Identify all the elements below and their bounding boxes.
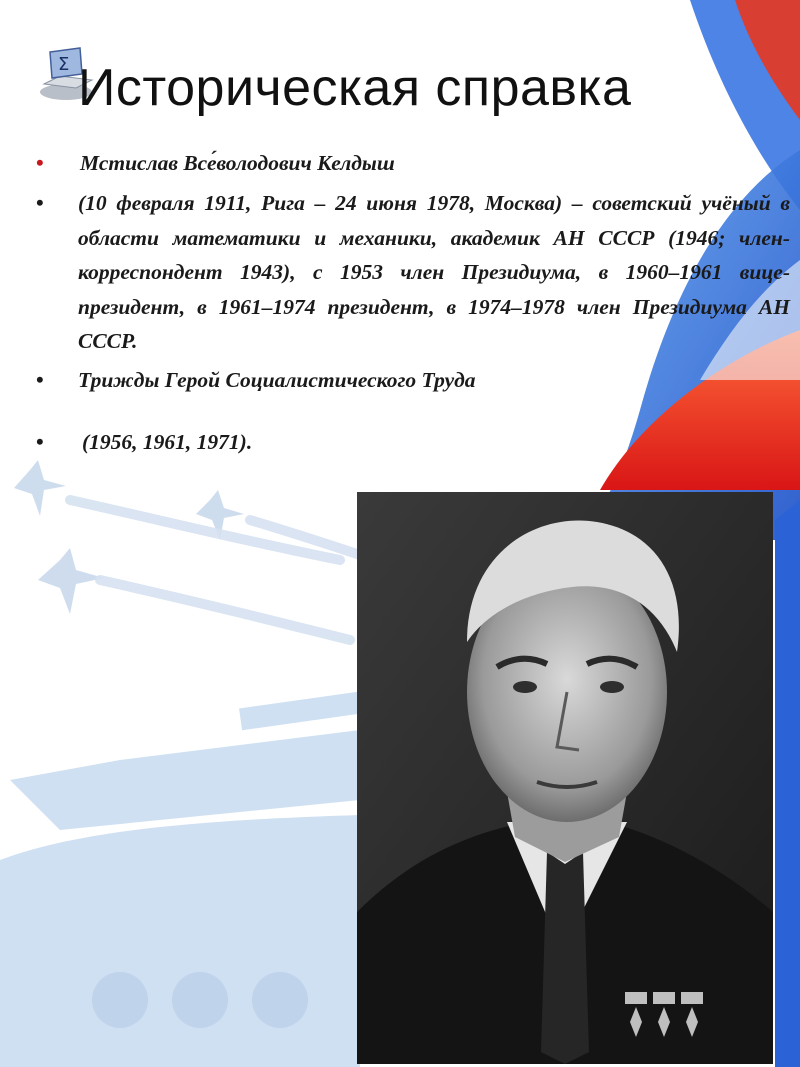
bullet-list — [30, 146, 790, 460]
tank-silhouette — [0, 692, 361, 1067]
bullet-text-bio: (10 февраля 1911, Рига – 24 июня 1978, Москва) – советский учёный в области математики и механики, академик АН СССР (1946; член-корреспондент 1943), с 1953 член Президиума, в 1960–1961 вице-президент, в 1961–1974 президент, в 1974–1978 член Президиума АН СССР. — [78, 191, 790, 353]
list-item — [30, 146, 790, 180]
page-title: Историческая справка — [78, 59, 632, 117]
bullet-dot: • — [36, 150, 44, 175]
medals — [625, 992, 703, 1037]
bullet-dot: • — [36, 190, 44, 215]
bullet-dot: • — [36, 429, 44, 454]
bullet-dot: • — [36, 366, 44, 392]
list-item — [30, 363, 790, 398]
portrait-image — [357, 492, 773, 1064]
portrait-photo — [357, 492, 773, 1064]
list-item — [30, 186, 790, 359]
bullet-text-years: (1956, 1961, 1971). — [82, 430, 253, 454]
svg-text:Σ: Σ — [58, 54, 70, 75]
list-item — [30, 425, 790, 460]
bullet-text-name: Мстислав Все́володович Келдыш — [80, 151, 395, 175]
bullet-text-hero: Трижды Герой Социалистического Труда — [78, 367, 476, 392]
